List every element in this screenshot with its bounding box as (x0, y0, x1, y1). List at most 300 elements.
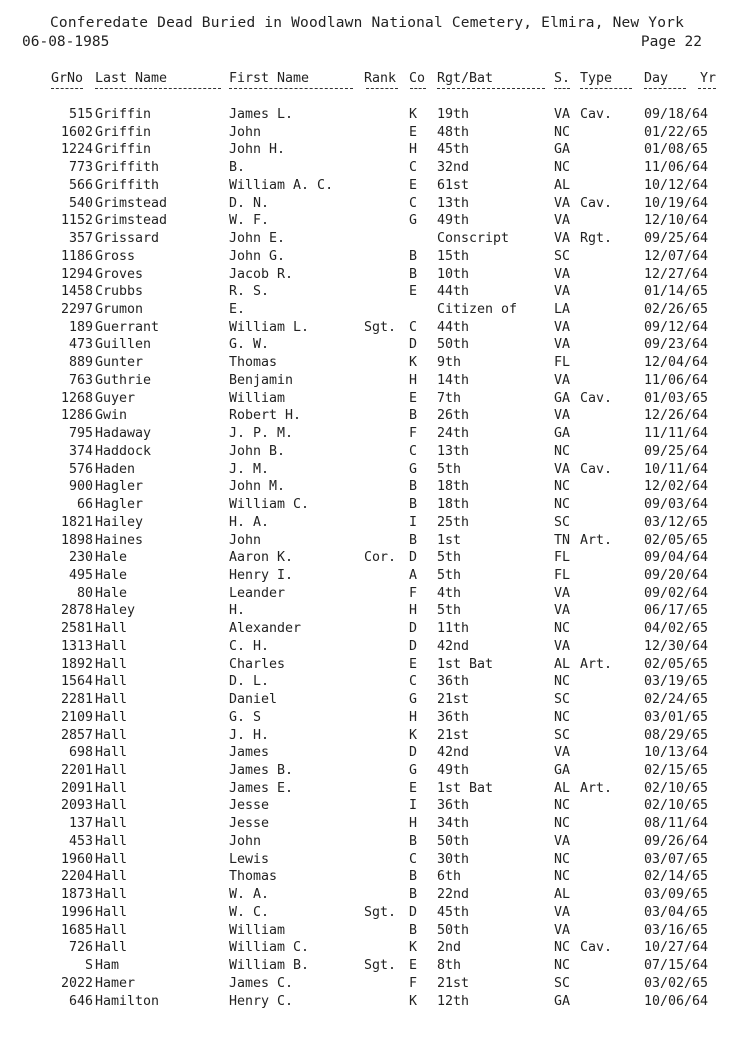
cell-date: 03/01/65 (644, 709, 709, 725)
table-row (0, 159, 750, 177)
cell-first-name: C. H. (229, 638, 270, 654)
cell-type: Cav. (580, 107, 613, 122)
cell-grno: 374 (68, 443, 93, 459)
cell-date: 01/03/65 (644, 390, 709, 406)
cell-state: VA (554, 107, 571, 122)
cell-grno: 2878 (60, 603, 93, 619)
cell-state: GA (554, 390, 571, 406)
table-row (0, 868, 750, 886)
cell-regiment: 10th (437, 266, 470, 282)
cell-first-name: John (229, 833, 262, 849)
cell-regiment: 26th (437, 408, 470, 424)
cell-first-name: B. (229, 160, 246, 176)
cell-first-name: R. S. (229, 284, 270, 300)
cell-state: TN (554, 532, 571, 548)
cell-grno: 2022 (60, 975, 93, 991)
header-underline (410, 88, 426, 90)
document-title: Conferedate Dead Buried in Woodlawn National Cemetery, Elmira, New York (50, 15, 685, 31)
cell-last-name: Hale (95, 567, 128, 583)
cell-grno: 1152 (60, 213, 93, 229)
table-row (0, 833, 750, 851)
cell-first-name: Jesse (229, 798, 270, 814)
cell-first-name: John B. (229, 443, 286, 459)
cell-regiment: 21st (437, 975, 470, 991)
col-header-rgt-bat: Rgt/Bat (437, 71, 494, 86)
header-underline (437, 88, 545, 90)
cell-company: G (409, 461, 418, 477)
cell-last-name: Hall (95, 904, 128, 920)
cell-date: 09/12/64 (644, 319, 709, 335)
cell-date: 09/25/64 (644, 443, 709, 459)
cell-company: D (409, 745, 418, 761)
cell-company: B (409, 248, 418, 264)
header-underline (229, 88, 353, 90)
cell-date: 02/15/65 (644, 763, 709, 778)
cell-first-name: H. (229, 603, 246, 619)
cell-first-name: John E. (229, 231, 286, 247)
cell-company: C (409, 851, 418, 867)
cell-date: 04/02/65 (644, 621, 709, 637)
cell-grno: 473 (68, 337, 93, 353)
cell-state: VA (554, 603, 571, 619)
cell-date: 03/19/65 (644, 674, 709, 690)
cell-grno: S (84, 958, 93, 974)
cell-regiment: 42nd (437, 745, 470, 761)
table-row (0, 762, 750, 780)
cell-company: B (409, 266, 418, 282)
cell-first-name: James B. (229, 763, 294, 778)
cell-last-name: Hall (95, 656, 128, 672)
cell-company: C (409, 160, 418, 176)
cell-grno: 1313 (60, 638, 93, 654)
cell-company: C (409, 443, 418, 459)
cell-last-name: Griffith (95, 160, 160, 176)
cell-grno: 1873 (60, 887, 93, 903)
cell-state: SC (554, 514, 571, 530)
cell-date: 12/02/64 (644, 479, 709, 495)
cell-regiment: 22nd (437, 887, 470, 903)
cell-state: VA (554, 408, 571, 424)
table-row (0, 319, 750, 337)
cell-last-name: Hagler (95, 479, 144, 495)
cell-grno: 1268 (60, 390, 93, 406)
cell-first-name: E. (229, 302, 246, 318)
cell-last-name: Hall (95, 692, 128, 708)
cell-first-name: John M. (229, 479, 286, 495)
cell-state: AL (554, 177, 571, 193)
table-row (0, 425, 750, 443)
cell-type: Cav. (580, 390, 613, 406)
cell-state: GA (554, 142, 571, 158)
cell-company: B (409, 497, 418, 513)
cell-last-name: Grissard (95, 231, 160, 247)
cell-regiment: 15th (437, 248, 470, 264)
table-row (0, 727, 750, 745)
document-date: 06-08-1985 (22, 34, 110, 50)
cell-state: NC (554, 443, 571, 459)
cell-last-name: Crubbs (95, 284, 144, 300)
table-row (0, 301, 750, 319)
table-row (0, 691, 750, 709)
header-underline (95, 88, 221, 90)
cell-first-name: Jesse (229, 816, 270, 832)
cell-state: SC (554, 248, 571, 264)
cell-date: 10/12/64 (644, 177, 709, 193)
cell-first-name: William C. (229, 940, 310, 956)
cell-first-name: William L. (229, 319, 310, 335)
cell-last-name: Hall (95, 833, 128, 849)
cell-state: VA (554, 372, 571, 388)
cell-grno: 2857 (60, 727, 93, 743)
cell-regiment: 19th (437, 107, 470, 122)
col-header-yr: Yr (700, 71, 717, 86)
cell-date: 09/03/64 (644, 497, 709, 513)
cell-grno: 726 (68, 940, 93, 956)
table-row (0, 212, 750, 230)
cell-state: NC (554, 497, 571, 513)
cell-state: GA (554, 426, 571, 442)
cell-last-name: Gunter (95, 355, 144, 371)
cell-date: 09/25/64 (644, 231, 709, 247)
col-header-co: Co (409, 71, 426, 86)
cell-state: VA (554, 833, 571, 849)
cell-regiment: 34th (437, 816, 470, 832)
cell-date: 01/08/65 (644, 142, 709, 158)
cell-grno: 2093 (60, 798, 93, 814)
cell-last-name: Hall (95, 887, 128, 903)
page-number: Page 22 (640, 34, 702, 50)
cell-company: D (409, 904, 418, 920)
cell-grno: 795 (68, 426, 93, 442)
cell-state: NC (554, 851, 571, 867)
cell-last-name: Grimstead (95, 195, 168, 211)
cell-company: K (409, 940, 418, 956)
cell-grno: 773 (68, 160, 93, 176)
table-row (0, 390, 750, 408)
cell-last-name: Guerrant (95, 319, 160, 335)
cell-date: 11/06/64 (644, 372, 709, 388)
header-underline (580, 88, 632, 90)
cell-grno: 1898 (60, 532, 93, 548)
cell-regiment: 36th (437, 709, 470, 725)
cell-date: 09/02/64 (644, 585, 709, 601)
cell-first-name: William A. C. (229, 177, 334, 193)
cell-state: VA (554, 319, 571, 335)
cell-company: B (409, 532, 418, 548)
cell-date: 09/04/64 (644, 550, 709, 566)
cell-state: VA (554, 284, 571, 300)
cell-state: NC (554, 479, 571, 495)
cell-date: 10/11/64 (644, 461, 709, 477)
cell-grno: 2581 (60, 621, 93, 637)
cell-company: F (409, 975, 418, 991)
cell-grno: 230 (68, 550, 93, 566)
cell-company: D (409, 337, 418, 353)
cell-grno: 453 (68, 833, 93, 849)
cell-last-name: Hall (95, 674, 128, 690)
header-underline (51, 88, 83, 90)
cell-last-name: Hale (95, 585, 128, 601)
cell-state: NC (554, 674, 571, 690)
cell-regiment: Citizen of (437, 302, 518, 318)
cell-regiment: 1st Bat (437, 656, 494, 672)
cell-first-name: G. S (229, 709, 262, 725)
cell-date: 09/23/64 (644, 337, 709, 353)
cell-last-name: Haddock (95, 443, 152, 459)
cell-company: K (409, 355, 418, 371)
col-header-type: Type (580, 71, 613, 86)
cell-first-name: John (229, 124, 262, 140)
cell-grno: 2091 (60, 780, 93, 796)
cell-date: 12/26/64 (644, 408, 709, 424)
cell-date: 11/06/64 (644, 160, 709, 176)
cell-first-name: Thomas (229, 869, 278, 885)
cell-company: H (409, 142, 418, 158)
cell-state: SC (554, 692, 571, 708)
cell-company: E (409, 390, 418, 406)
cell-state: VA (554, 195, 571, 211)
cell-company: E (409, 958, 418, 974)
cell-regiment: 5th (437, 567, 462, 583)
cell-first-name: W. C. (229, 904, 270, 920)
cell-last-name: Grimstead (95, 213, 168, 229)
cell-state: NC (554, 958, 571, 974)
cell-regiment: 9th (437, 355, 462, 371)
cell-date: 01/14/65 (644, 284, 709, 300)
cell-grno: 2204 (60, 869, 93, 885)
cell-company: E (409, 284, 418, 300)
cell-date: 07/15/64 (644, 958, 709, 974)
col-header-grno: GrNo (51, 71, 84, 86)
cell-last-name: Hall (95, 638, 128, 654)
cell-last-name: Gross (95, 248, 136, 264)
cell-regiment: 18th (437, 497, 470, 513)
cell-regiment: 32nd (437, 160, 470, 176)
cell-grno: 566 (68, 177, 93, 193)
cell-last-name: Hall (95, 851, 128, 867)
cell-grno: 646 (68, 993, 93, 1009)
cell-last-name: Hall (95, 621, 128, 637)
cell-last-name: Griffin (95, 124, 152, 140)
table-row (0, 283, 750, 301)
cell-grno: 189 (68, 319, 93, 335)
cell-last-name: Hall (95, 763, 128, 778)
cell-first-name: John H. (229, 142, 286, 158)
cell-first-name: Thomas (229, 355, 278, 371)
cell-regiment: 25th (437, 514, 470, 530)
cell-date: 08/29/65 (644, 727, 709, 743)
cell-regiment: 30th (437, 851, 470, 867)
cell-state: VA (554, 904, 571, 920)
cell-first-name: William B. (229, 958, 310, 974)
header-underline (366, 88, 398, 90)
cell-company: I (409, 798, 418, 814)
cell-date: 03/09/65 (644, 887, 709, 903)
table-row (0, 673, 750, 691)
table-row (0, 266, 750, 284)
cell-state: NC (554, 798, 571, 814)
table-row (0, 549, 750, 567)
cell-last-name: Haden (95, 461, 136, 477)
cell-regiment: Conscript (437, 231, 510, 247)
cell-company: D (409, 638, 418, 654)
cell-last-name: Hall (95, 922, 128, 938)
cell-last-name: Guillen (95, 337, 152, 353)
cell-date: 10/27/64 (644, 940, 709, 956)
cell-regiment: 42nd (437, 638, 470, 654)
cell-state: SC (554, 975, 571, 991)
cell-first-name: John G. (229, 248, 286, 264)
col-header-rank: Rank (364, 71, 397, 86)
table-row (0, 585, 750, 603)
cell-date: 03/16/65 (644, 922, 709, 938)
cell-first-name: Jacob R. (229, 266, 294, 282)
table-row (0, 851, 750, 869)
table-row (0, 124, 750, 142)
table-row (0, 514, 750, 532)
cell-type: Art. (580, 532, 613, 548)
cell-state: VA (554, 585, 571, 601)
col-header-day: Day (644, 71, 669, 86)
cell-company: G (409, 692, 418, 708)
cell-grno: 1286 (60, 408, 93, 424)
cell-company: H (409, 603, 418, 619)
cell-last-name: Hailey (95, 514, 144, 530)
cell-first-name: J. H. (229, 727, 270, 743)
cell-company: A (409, 567, 418, 583)
cell-state: VA (554, 745, 571, 761)
cell-regiment: 50th (437, 337, 470, 353)
cell-company: C (409, 674, 418, 690)
cell-state: SC (554, 727, 571, 743)
cell-grno: 540 (68, 195, 93, 211)
cell-last-name: Griffin (95, 142, 152, 158)
cell-grno: 900 (68, 479, 93, 495)
cell-grno: 515 (68, 107, 93, 122)
cell-grno: 763 (68, 372, 93, 388)
table-row (0, 141, 750, 159)
column-header-row (0, 70, 750, 88)
cell-date: 10/19/64 (644, 195, 709, 211)
table-row (0, 230, 750, 248)
cell-state: VA (554, 337, 571, 353)
cell-company: E (409, 177, 418, 193)
cell-company: D (409, 621, 418, 637)
cell-first-name: Henry C. (229, 993, 294, 1009)
cell-date: 02/10/65 (644, 780, 709, 796)
cell-last-name: Hagler (95, 497, 144, 513)
cell-regiment: 6th (437, 869, 462, 885)
cell-date: 12/07/64 (644, 248, 709, 264)
cell-company: G (409, 213, 418, 229)
cell-company: C (409, 319, 418, 335)
cell-state: VA (554, 922, 571, 938)
cell-grno: 1602 (60, 124, 93, 140)
cell-regiment: 36th (437, 798, 470, 814)
cell-grno: 1821 (60, 514, 93, 530)
cell-last-name: Hadaway (95, 426, 152, 442)
cell-first-name: James C. (229, 975, 294, 991)
table-row (0, 496, 750, 514)
table-row (0, 780, 750, 798)
table-row (0, 106, 750, 124)
cell-date: 11/11/64 (644, 426, 709, 442)
cell-last-name: Hall (95, 869, 128, 885)
cell-first-name: William (229, 922, 286, 938)
table-row (0, 372, 750, 390)
cell-first-name: W. F. (229, 213, 270, 229)
table-row (0, 922, 750, 940)
cell-state: VA (554, 213, 571, 229)
cell-date: 02/26/65 (644, 302, 709, 318)
cell-regiment: 13th (437, 195, 470, 211)
cell-last-name: Griffith (95, 177, 160, 193)
cell-last-name: Ham (95, 958, 120, 974)
cell-last-name: Hall (95, 709, 128, 725)
cell-last-name: Hall (95, 727, 128, 743)
cell-regiment: 44th (437, 284, 470, 300)
cell-first-name: Aaron K. (229, 550, 294, 566)
table-row (0, 478, 750, 496)
cell-last-name: Guyer (95, 390, 136, 406)
cell-regiment: 50th (437, 833, 470, 849)
cell-last-name: Groves (95, 266, 144, 282)
cell-company: B (409, 869, 418, 885)
cell-state: FL (554, 355, 571, 371)
cell-regiment: 45th (437, 142, 470, 158)
cell-grno: 698 (68, 745, 93, 761)
cell-first-name: Charles (229, 656, 286, 672)
cell-first-name: John (229, 532, 262, 548)
cell-grno: 66 (76, 497, 93, 513)
cell-first-name: D. L. (229, 674, 270, 690)
cell-regiment: 48th (437, 124, 470, 140)
cell-company: E (409, 124, 418, 140)
cell-last-name: Hamer (95, 975, 136, 991)
table-row (0, 709, 750, 727)
cell-regiment: 11th (437, 621, 470, 637)
cell-grno: 2297 (60, 302, 93, 318)
cell-regiment: 24th (437, 426, 470, 442)
cell-date: 02/14/65 (644, 869, 709, 885)
cell-company: B (409, 922, 418, 938)
cell-regiment: 8th (437, 958, 462, 974)
cell-regiment: 12th (437, 993, 470, 1009)
cell-date: 09/26/64 (644, 833, 709, 849)
cell-date: 12/10/64 (644, 213, 709, 229)
cell-regiment: 1st Bat (437, 780, 494, 796)
cell-state: FL (554, 550, 571, 566)
table-row (0, 532, 750, 550)
cell-state: VA (554, 461, 571, 477)
cell-regiment: 4th (437, 585, 462, 601)
cell-grno: 1458 (60, 284, 93, 300)
cell-last-name: Hall (95, 940, 128, 956)
cell-regiment: 36th (437, 674, 470, 690)
cell-state: NC (554, 709, 571, 725)
cell-first-name: James L. (229, 107, 294, 122)
cell-grno: 495 (68, 567, 93, 583)
cell-date: 02/24/65 (644, 692, 709, 708)
cell-state: NC (554, 124, 571, 140)
cell-date: 03/02/65 (644, 975, 709, 991)
cell-rank: Sgt. (364, 958, 397, 974)
cell-company: E (409, 780, 418, 796)
cell-state: AL (554, 656, 571, 672)
table-row (0, 815, 750, 833)
cell-company: D (409, 550, 418, 566)
cell-regiment: 49th (437, 763, 470, 778)
